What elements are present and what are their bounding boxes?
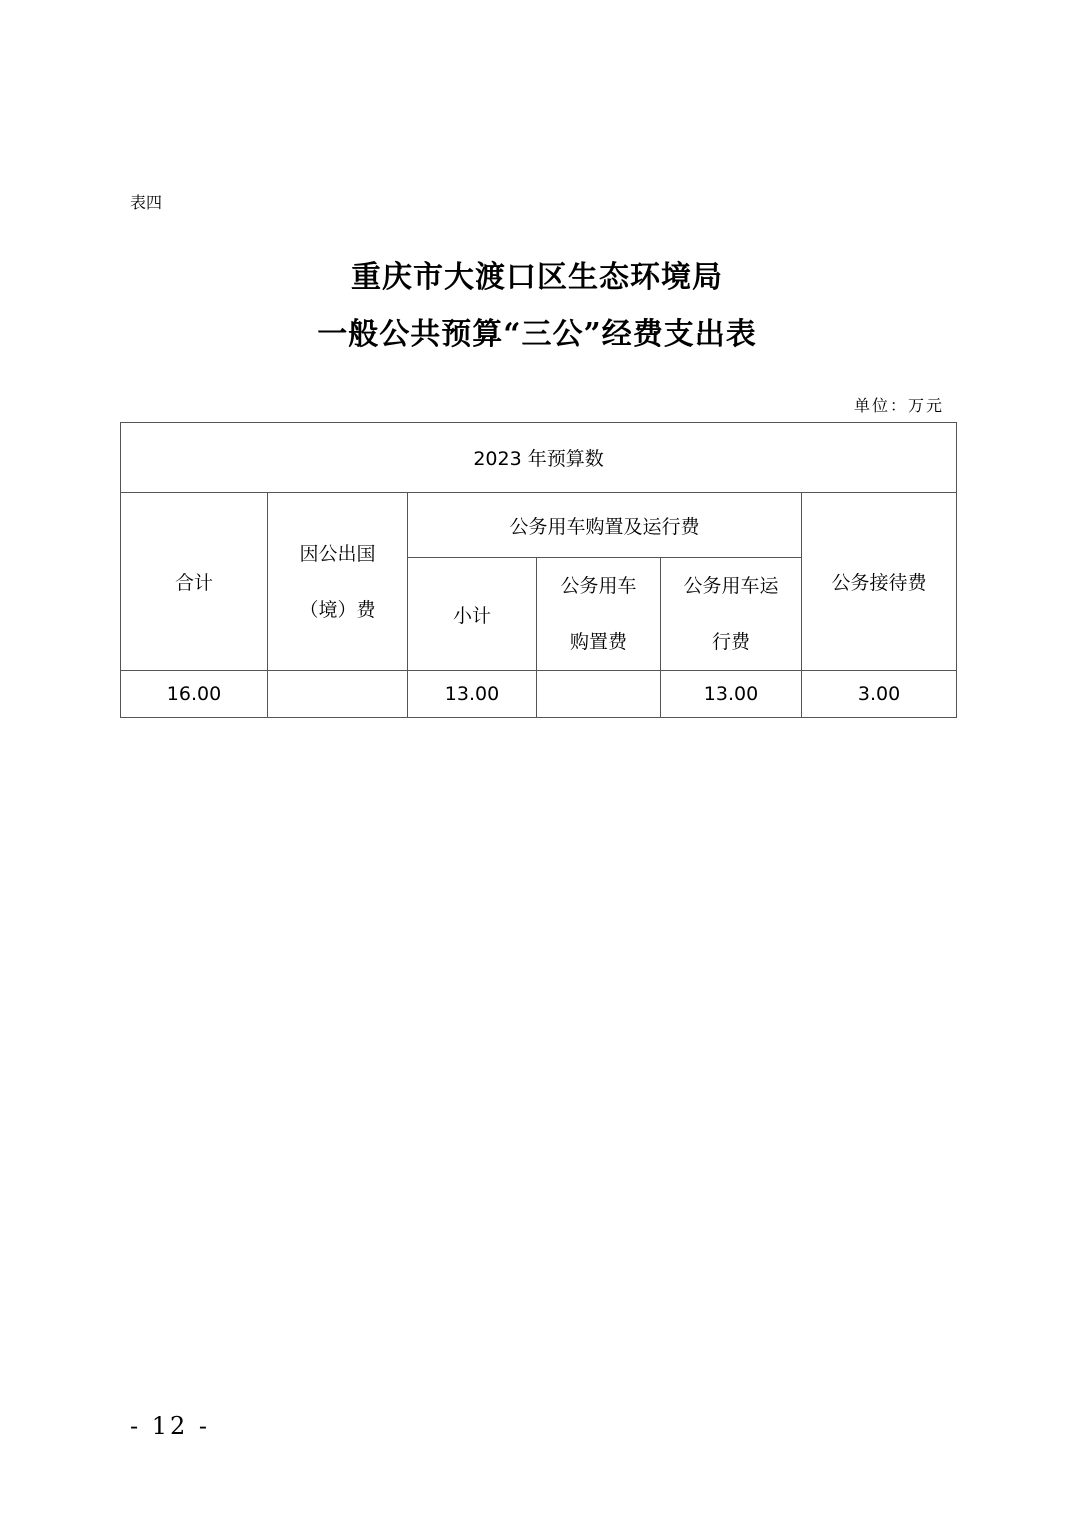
header-row-main — [121, 493, 957, 558]
header-vehicle-operation-line2: 行费 — [711, 631, 750, 653]
table-row — [121, 671, 957, 718]
header-row-year — [121, 423, 957, 493]
table-label: 表四 — [130, 193, 163, 212]
header-vehicle-purchase-line1: 公务用车 — [560, 575, 637, 597]
header-abroad — [268, 493, 408, 671]
header-abroad-line2: （境）费 — [299, 598, 376, 621]
header-total: 合计 — [121, 493, 268, 671]
header-vehicle-purchase-line2: 购置费 — [569, 631, 627, 653]
cell-subtotal: 13.00 — [408, 671, 537, 718]
cell-abroad — [268, 671, 408, 718]
cell-total: 16.00 — [121, 671, 268, 718]
header-vehicle-group: 公务用车购置及运行费 — [408, 493, 802, 558]
unit-label: 单位：万元 — [853, 396, 944, 415]
header-subtotal: 小计 — [408, 558, 537, 671]
three-public-expenses-table — [120, 422, 957, 718]
document-title-line2: 一般公共预算“三公”经费支出表 — [317, 317, 757, 352]
header-vehicle-purchase — [537, 558, 661, 671]
header-reception: 公务接待费 — [802, 493, 957, 671]
cell-reception: 3.00 — [802, 671, 957, 718]
header-vehicle-operation-line1: 公务用车运 — [683, 575, 779, 597]
cell-vehicle-operation: 13.00 — [661, 671, 802, 718]
cell-vehicle-purchase — [537, 671, 661, 718]
header-abroad-line1: 因公出国 — [299, 542, 376, 565]
year-header-cell: 2023 年预算数 — [121, 423, 957, 493]
document-title-line1: 重庆市大渡口区生态环境局 — [351, 260, 723, 295]
header-vehicle-operation — [661, 558, 802, 671]
page-number: - 12 - — [130, 1412, 211, 1440]
